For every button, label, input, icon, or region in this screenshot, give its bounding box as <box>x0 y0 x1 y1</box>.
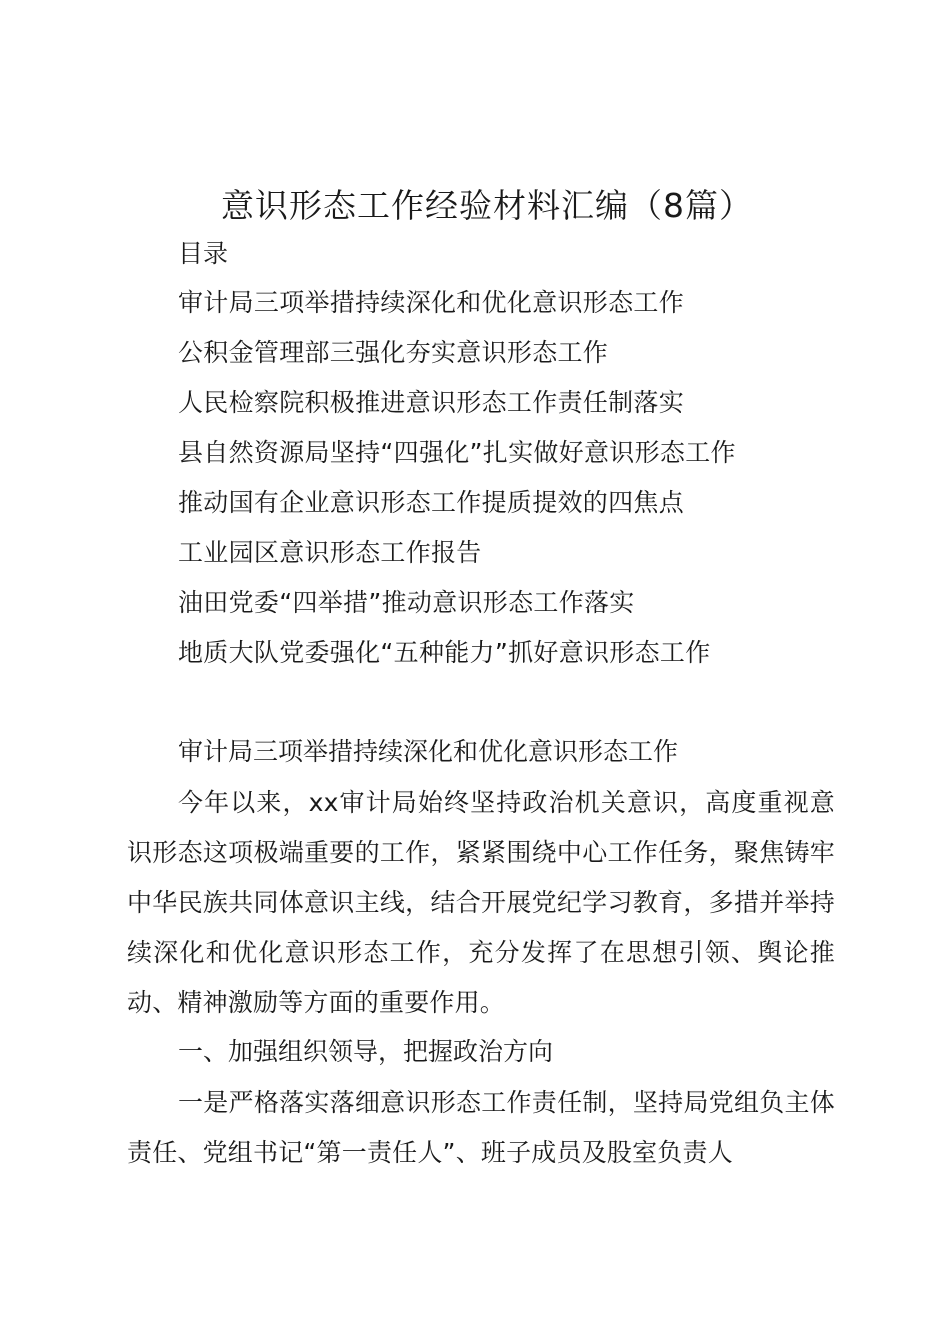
toc-item: 公积金管理部三强化夯实意识形态工作 <box>178 338 609 367</box>
table-of-contents <box>178 283 736 683</box>
toc-item: 人民检察院积极推进意识形态工作责任制落实 <box>178 388 685 417</box>
section-title: 审计局三项举措持续深化和优化意识形态工作 <box>178 737 679 766</box>
body-paragraph: 今年以来，xx审计局始终坚持政治机关意识，高度重视意识形态这项极端重要的工作，紧紧围绕中心工作任务，聚焦铸牢中华民族共同体意识主线，结合开展党纪学习教育，多措并举持续深化和优化意识形态工作，充分发挥了在思想引领、舆论推动、精神激励等方面的重要作用。 <box>127 788 835 1017</box>
toc-item: 县自然资源局坚持“四强化”扎实做好意识形态工作 <box>178 438 736 467</box>
section-heading: 一、加强组织领导，把握政治方向 <box>178 1037 554 1066</box>
toc-item: 审计局三项举措持续深化和优化意识形态工作 <box>178 288 685 317</box>
document-title: 意识形态工作经验材料汇编（8篇） <box>221 186 753 225</box>
toc-item: 油田党委“四举措”推动意识形态工作落实 <box>178 588 635 617</box>
toc-item: 推动国有企业意识形态工作提质提效的四焦点 <box>178 488 685 517</box>
toc-item: 工业园区意识形态工作报告 <box>178 538 482 567</box>
toc-heading: 目录 <box>178 239 229 268</box>
toc-item: 地质大队党委强化“五种能力”抓好意识形态工作 <box>178 638 711 667</box>
body-paragraph: 一是严格落实落细意识形态工作责任制，坚持局党组负主体责任、党组书记“第一责任人”、班子成员及股室负责人 <box>127 1088 835 1167</box>
